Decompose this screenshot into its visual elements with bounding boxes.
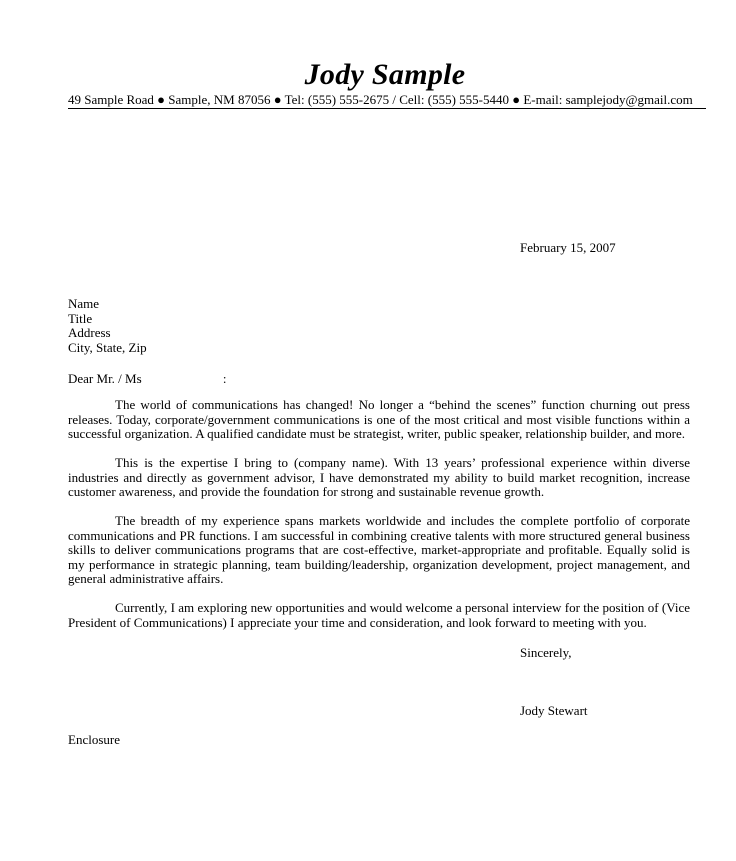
body-paragraph: This is the expertise I bring to (company name). With 13 years’ professional experience within diverse industries and directly as government advisor, I have demonstrated my ability to build market recognition, increase customer awareness, and provide the foundation for strong and sustainable revenue growth. [68, 455, 690, 499]
body-paragraph: Currently, I am exploring new opportunities and would welcome a personal interview for the position of (Vice President of Communications) I appreciate your time and consideration, and look forward to meeting with you. [68, 600, 690, 630]
body-paragraph: The breadth of my experience spans markets worldwide and includes the complete portfolio of corporate communications and PR functions. I am successful in combining creative talents with more structured general business skills to deliver communications programs that are cost-effective, market-appropriate and profitable. Equally solid is my performance in strategic planning, team building/leadership, organization development, project management, and general administrative affairs. [68, 513, 690, 586]
recipient-name: Name [68, 296, 100, 311]
recipient-block [68, 297, 147, 355]
recipient-address: Address [68, 325, 111, 340]
sender-name: Jody Sample [304, 58, 466, 91]
contact-line: 49 Sample Road ● Sample, NM 87056 ● Tel: (555) 555-2675 / Cell: (555) 555-5440 ● E-mail: samplejody@gmail.com [68, 92, 706, 109]
enclosure-note: Enclosure [68, 732, 120, 747]
body-paragraph: The world of communications has changed! No longer a “behind the scenes” function churning out press releases. Today, corporate/government communications is one of the most critical and most visible functions within a successful organization. A qualified candidate must be strategist, writer, public speaker, relationship builder, and more. [68, 397, 690, 441]
signature-name: Jody Stewart [520, 703, 588, 718]
letter-date: February 15, 2007 [520, 240, 616, 255]
recipient-title: Title [68, 310, 93, 326]
closing: Sincerely, [520, 645, 572, 660]
salutation: Dear Mr. / Ms : [68, 371, 227, 386]
recipient-city-state-zip: City, State, Zip [68, 339, 147, 355]
